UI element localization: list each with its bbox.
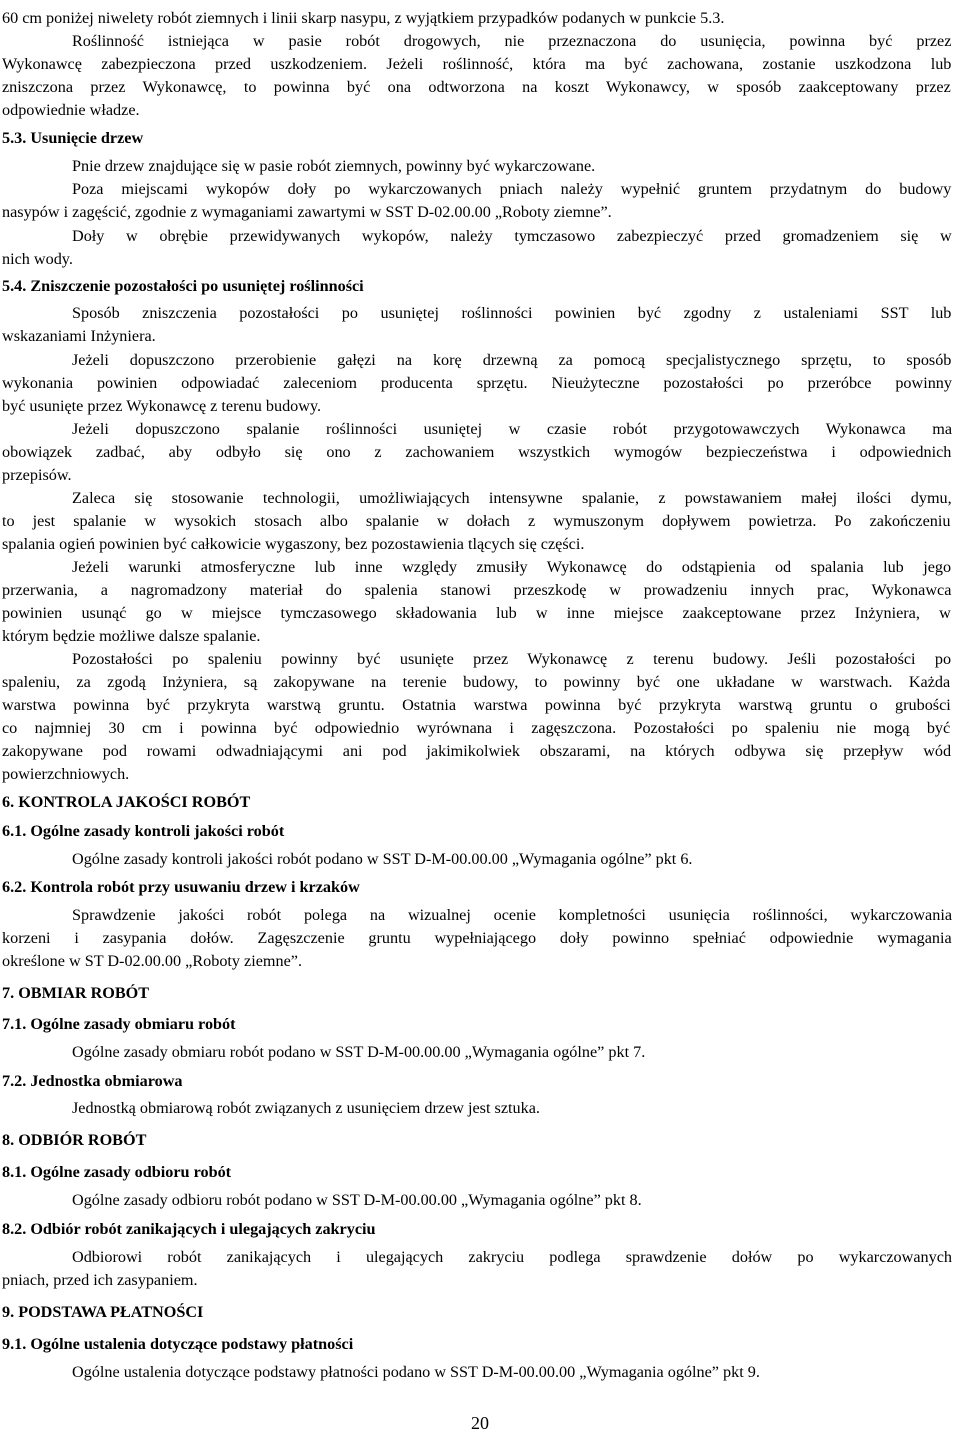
section-heading: 6. KONTROLA JAKOŚCI ROBÓT (2, 793, 251, 811)
body-text-line: Poza miejscami wykopów doły po wykarczowanych pniach należy wypełnić gruntem przydatnym do budowy (72, 180, 952, 198)
body-text-line: Pnie drzew znajdujące się w pasie robót ziemnych, powinny być wykarczowane. (72, 157, 596, 175)
body-text-line: spalania ogień powinien być całkowicie wygaszony, bez pozostawienia tlących się części. (2, 535, 585, 553)
body-text-line: Ogólne ustalenia dotyczące podstawy płatności podano w SST D-M-00.00.00 „Wymagania ogólne” pkt 9. (72, 1363, 760, 1381)
body-text-line: powierzchniowych. (2, 765, 130, 783)
section-heading: 9.1. Ogólne ustalenia dotyczące podstawy płatności (2, 1335, 354, 1353)
body-text-line: zakopywane pod rowami odwadniającymi ani pod jakimikolwiek obszarami, na których odbywa się przepływ wód (2, 742, 952, 760)
body-text-line: Doły w obrębie przewidywanych wykopów, należy tymczasowo zabezpieczyć przed gromadzeniem się w (72, 227, 952, 245)
section-heading: 8.1. Ogólne zasady odbioru robót (2, 1163, 232, 1181)
body-text-line: odpowiednie władze. (2, 101, 140, 119)
body-text-line: Sprawdzenie jakości robót polega na wizualnej ocenie kompletności usunięcia roślinności, wykarczowania (72, 906, 952, 924)
body-text-line: Jednostką obmiarową robót związanych z usunięciem drzew jest sztuka. (72, 1099, 540, 1117)
page-number: 20 (471, 1413, 489, 1433)
body-text-line: Jeżeli warunki atmosferyczne lub inne względy zmusiły Wykonawcę do odstąpienia od spalania lub jego (72, 558, 952, 576)
body-text-line: Roślinność istniejąca w pasie robót drogowych, nie przeznaczona do usunięcia, powinna być przez (72, 32, 952, 50)
body-text-line: wskazaniami Inżyniera. (2, 327, 156, 345)
section-heading: 7.2. Jednostka obmiarowa (2, 1072, 183, 1090)
body-text-line: Zaleca się stosowanie technologii, umożliwiających intensywne spalanie, z powstawaniem małej ilości dymu, (72, 489, 952, 507)
body-text-line: przepisów. (2, 466, 72, 484)
section-heading: 7.1. Ogólne zasady obmiaru robót (2, 1015, 236, 1033)
section-heading: 5.3. Usunięcie drzew (2, 129, 144, 147)
body-text-line: Ogólne zasady obmiaru robót podano w SST D-M-00.00.00 „Wymagania ogólne” pkt 7. (72, 1043, 646, 1061)
body-text-line: Ogólne zasady odbioru robót podano w SST D-M-00.00.00 „Wymagania ogólne” pkt 8. (72, 1191, 642, 1209)
body-text-line: Ogólne zasady kontroli jakości robót podano w SST D-M-00.00.00 „Wymagania ogólne” pkt 6. (72, 850, 693, 868)
section-heading: 6.1. Ogólne zasady kontroli jakości robót (2, 822, 285, 840)
body-text-line: Jeżeli dopuszczono przerobienie gałęzi na korę drzewną za pomocą specjalistycznego sprzętu, to sposób (72, 351, 952, 369)
body-text-line: przerwania, a nagromadzony materiał do spalenia stanowi przeszkodę w prowadzeniu innych prac, Wykonawca (2, 581, 952, 599)
section-heading: 7. OBMIAR ROBÓT (2, 984, 150, 1002)
section-heading: 8.2. Odbiór robót zanikających i ulegających zakryciu (2, 1220, 376, 1238)
section-heading: 8. ODBIÓR ROBÓT (2, 1131, 147, 1149)
body-text-line: określone w ST D-02.00.00 „Roboty ziemne”. (2, 952, 303, 970)
body-text-line: co najmniej 30 cm i powinna być odpowiednio wyrównana i zagęszczona. Pozostałości po spaleniu nie mogą być (2, 719, 951, 737)
body-text-line: być usunięte przez Wykonawcę z terenu budowy. (2, 397, 322, 415)
body-text-line: korzeni i zasypania dołów. Zagęszczenie gruntu wypełniającego doły powinno spełniać odpowiednie wymagania (2, 929, 952, 947)
body-text-line: spaleniu, za zgodą Inżyniera, są zakopywane na terenie budowy, to powinny być one układane w warstwach. Każda (2, 673, 951, 691)
body-text-line: zniszczona przez Wykonawcę, to powinna być ona odtworzona na koszt Wykonawcy, w sposób zaakceptowany przez (2, 78, 951, 96)
body-text-line: Wykonawcę zabezpieczona przed uszkodzeniem. Jeżeli roślinność, która ma być zachowana, zostanie uszkodzona lub (2, 55, 952, 73)
body-text-line: pniach, przed ich zasypaniem. (2, 1271, 198, 1289)
body-text-line: Sposób zniszczenia pozostałości po usuniętej roślinności powinien być zgodny z ustaleniami SST lub (72, 304, 952, 322)
body-text-line: Odbiorowi robót zanikających i ulegających zakryciu podlega sprawdzenie dołów po wykarczowanych (72, 1248, 952, 1266)
section-heading: 6.2. Kontrola robót przy usuwaniu drzew i krzaków (2, 878, 360, 896)
section-heading: 5.4. Zniszczenie pozostałości po usuniętej roślinności (2, 277, 364, 295)
body-text-line: powinien usunąć go w miejsce tymczasowego składowania lub w inne miejsce zaakceptowane przez Inżyniera, w (2, 604, 951, 622)
body-text-line: nasypów i zagęścić, zgodnie z wymaganiami zawartymi w SST D-02.00.00 „Roboty ziemne”. (2, 203, 612, 221)
body-text-line: to jest spalanie w wysokich stosach albo spalanie w dołach z wymuszonym dopływem powietrza. Po zakończeniu (2, 512, 951, 530)
body-text-line: Pozostałości po spaleniu powinny być usunięte przez Wykonawcę z terenu budowy. Jeśli pozostałości po (72, 650, 952, 668)
body-text-line: obowiązek zadbać, aby odbyło się ono z zachowaniem wszystkich wymogów bezpieczeństwa i odpowiednich (2, 443, 952, 461)
body-text-line: warstwa powinna być przykryta warstwą gruntu. Ostatnia warstwa powinna być przykryta warstwą gruntu o grubości (2, 696, 951, 714)
body-text-line: wykonania powinien odpowiadać zaleceniom producenta sprzętu. Nieużyteczne pozostałości po przeróbce powinny (2, 374, 952, 392)
body-text-line: którym będzie możliwe dalsze spalanie. (2, 627, 261, 645)
section-heading: 9. PODSTAWA PŁATNOŚCI (2, 1303, 204, 1321)
body-text-line: nich wody. (2, 250, 73, 268)
body-text-line: Jeżeli dopuszczono spalanie roślinności usuniętej w czasie robót przygotowawczych Wykonawca ma (72, 420, 952, 438)
body-text-line: 60 cm poniżej niwelety robót ziemnych i linii skarp nasypu, z wyjątkiem przypadków podanych w punkcie 5.3. (2, 9, 725, 27)
